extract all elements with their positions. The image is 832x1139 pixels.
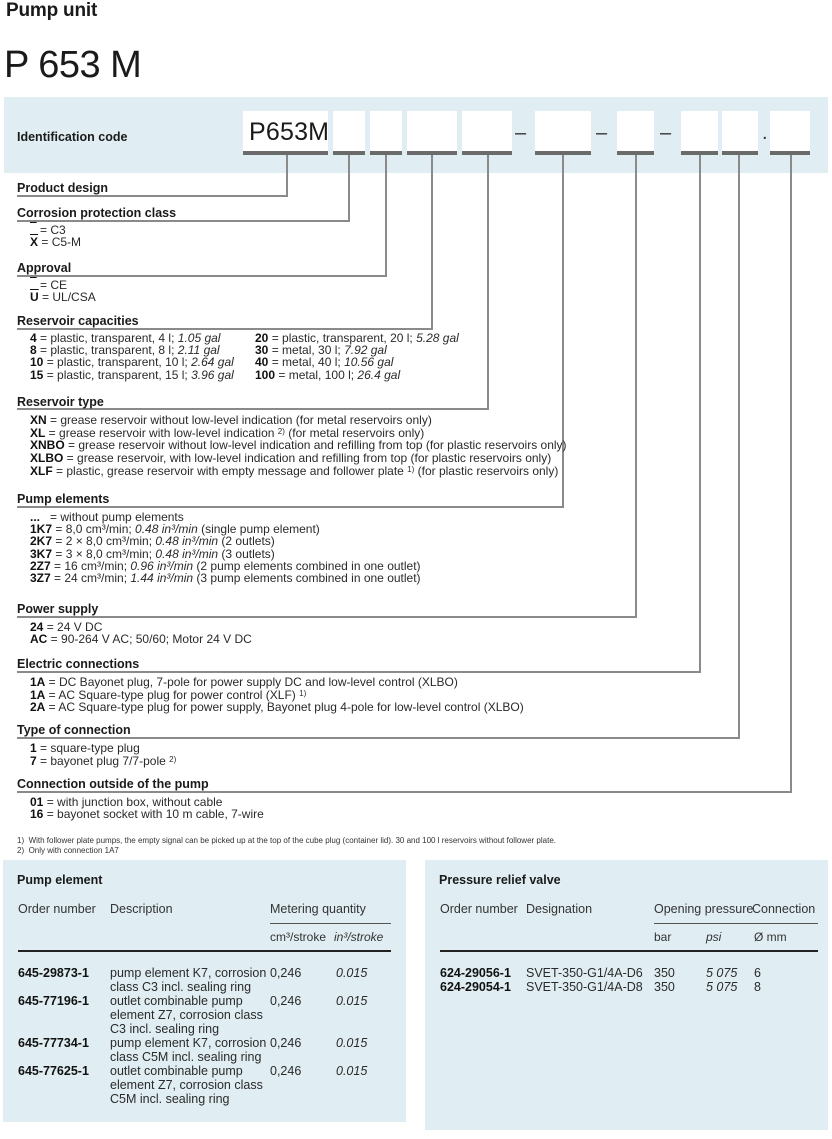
description: outlet combinable pump element Z7, corrosion class C5M incl. sealing ring (110, 1064, 263, 1106)
code-box-connection-outside (770, 111, 810, 151)
header-rule (18, 950, 391, 952)
column-header-connection: Connection (752, 902, 816, 916)
connection-type-options (30, 742, 176, 767)
description: pump element K7, corrosion class C5M incl. sealing ring (110, 1036, 267, 1064)
power-supply-options (30, 621, 252, 645)
panel-title: Pump element (17, 873, 103, 887)
section-title-electric-connections: Electric connections (17, 657, 140, 671)
order-number: 645-77196-1 (18, 994, 89, 1008)
option-row: 4 = plastic, transparent, 4 l; 1.05 gal (30, 331, 221, 345)
section-title-reservoir-type: Reservoir type (17, 395, 104, 409)
option-row: 24 = 24 V DC (30, 620, 103, 634)
connector-line (17, 220, 350, 222)
option-row: 1K7 = 8,0 cm³/min; 0.48 in³/min (single pump element) (30, 522, 320, 537)
section-title-reservoir-capacities: Reservoir capacities (17, 314, 139, 328)
page-title: P 653 M (4, 44, 142, 86)
column-header-description: Description (110, 902, 173, 916)
order-number: 645-77625-1 (18, 1064, 89, 1078)
order-number: 645-77734-1 (18, 1036, 89, 1050)
column-header-bar: bar (654, 930, 672, 944)
option-row: 15 = plastic, transparent, 15 l; 3.96 gal (30, 367, 234, 382)
option-row: 7 = bayonet plug 7/7-pole $^{2)}$ (30, 754, 177, 769)
pressure-relief-valve-panel (425, 860, 828, 1130)
connector-line (286, 155, 288, 197)
connector-line (790, 155, 792, 793)
connector-line (17, 671, 701, 673)
option-row: 30 = metal, 30 l; 7.92 gal (255, 343, 387, 358)
option-row: 01 = with junction box, without cable (30, 795, 223, 809)
capacity-options-left (30, 332, 234, 381)
code-box-connection-type (722, 111, 758, 151)
code-box-reservoir-type (462, 111, 512, 151)
connector-line (738, 155, 740, 739)
header-rule (440, 950, 818, 952)
mm-value: 6 (754, 966, 761, 980)
option-row: = CE (40, 278, 68, 292)
code-box-prefix (243, 111, 328, 151)
section-title-type-of-connection: Type of connection (17, 723, 131, 737)
option-row: XLBO = grease reservoir, with low-level indication and refilling from top (for plastic reservoirs only) (30, 450, 552, 465)
section-title-power-supply: Power supply (17, 602, 99, 616)
connector-line (17, 328, 433, 330)
psi-value: 5 075 (706, 980, 738, 994)
option-row: 1A = AC Square-type plug for power control (XLF) $^{1)}$ (30, 688, 307, 703)
section-title-pump-elements: Pump elements (17, 492, 110, 506)
corrosion-options (30, 224, 81, 248)
option-row: 100 = metal, 100 l; 26.4 gal (255, 367, 401, 382)
description: pump element K7, corrosion class C3 incl. sealing ring (110, 966, 267, 994)
metric-value: 0,246 (270, 994, 302, 1008)
metric-value: 0,246 (270, 1064, 302, 1078)
identification-label: Identification code (17, 130, 128, 144)
option-row: 3K7 = 3 × 8,0 cm³/min; 0.48 in³/min (3 outlets) (30, 546, 275, 561)
option-row: 10 = plastic, transparent, 10 l; 2.64 gal (30, 355, 234, 370)
header-rule (270, 923, 391, 924)
column-header-order-number: Order number (18, 902, 96, 916)
code-box-electric (681, 111, 718, 151)
option-row: 2A = AC Square-type plug for power supply, Bayonet plug 4-pole for low-level control (XLBO) (30, 700, 524, 715)
connection-outside-options (30, 796, 264, 820)
connector-line (699, 155, 701, 673)
option-row: $\overline{U} = UL/CSA$ (30, 290, 96, 305)
section-title-product-design: Product design (17, 181, 108, 195)
column-header-psi: psi (706, 930, 722, 944)
option-row: AC = 90-264 V AC; 50/60; Motor 24 V DC (30, 632, 252, 647)
option-row: XNBO = grease reservoir without low-level indication and refilling from top (for plastic reservoirs only) (30, 438, 567, 453)
order-number: 624-29056-1 (440, 966, 511, 980)
column-header-metering: Metering quantity (270, 902, 366, 916)
column-header-unit-metric: cm³/stroke (270, 930, 327, 944)
column-header-unit-imperial: in³/stroke (334, 930, 384, 944)
pump-element-panel (3, 860, 406, 1122)
option-row: XL = grease reservoir with low-level indication $^{2)}$ (for metal reservoirs only) (30, 426, 425, 441)
code-separator: . (762, 122, 768, 144)
reservoir-type-options (30, 414, 567, 477)
option-row: 2Z7 = 16 cm³/min; 0.96 in³/min (2 pump elements combined in one outlet) (30, 558, 421, 573)
column-header-order-number: Order number (440, 902, 518, 916)
option-row: 40 = metal, 40 l; 10.56 gal (255, 355, 394, 370)
option-row: 8 = plastic, transparent, 8 l; 2.11 gal (30, 343, 220, 358)
option-row: XN = grease reservoir without low-level indication (for metal reservoirs only) (30, 413, 432, 427)
section-title-connection-outside: Connection outside of the pump (17, 777, 209, 791)
order-number: 624-29054-1 (440, 980, 511, 994)
option-row: 1A = DC Bayonet plug, 7-pole for power supply DC and low-level control (XLBO) (30, 675, 458, 689)
header-rule (654, 923, 818, 924)
code-box-power-supply (617, 111, 654, 151)
bar-value: 350 (654, 980, 675, 994)
capacity-options-right (255, 332, 459, 381)
connector-line (17, 275, 387, 277)
pump-element-options (30, 511, 421, 584)
column-header-mm: Ø mm (754, 930, 787, 944)
psi-value: 5 075 (706, 966, 738, 980)
column-header-opening-pressure: Opening pressure (654, 902, 754, 916)
metric-value: 0,246 (270, 966, 302, 980)
code-box-capacity (407, 111, 457, 151)
connector-line (431, 155, 433, 330)
mm-value: 8 (754, 980, 761, 994)
option-row: 2K7 = 2 × 8,0 cm³/min; 0.48 in³/min (2 outlets) (30, 534, 275, 549)
option-row: 20 = plastic, transparent, 20 l; 5.28 gal (255, 331, 459, 345)
connector-line (17, 737, 740, 739)
connector-line (635, 155, 637, 618)
description: outlet combinable pump element Z7, corrosion class C3 incl. sealing ring (110, 994, 263, 1036)
footnote: 1) With follower plate pumps, the empty signal can be picked up at the top of the cube plug (container lid). 30 and 100 l reservoirs without follower plate. (17, 836, 556, 845)
code-separator: – (596, 122, 608, 144)
imperial-value: 0.015 (336, 1064, 368, 1078)
option-row: 3Z7 = 24 cm³/min; 1.44 in³/min (3 pump elements combined in one outlet) (30, 571, 421, 586)
imperial-value: 0.015 (336, 966, 368, 980)
electric-connection-options (30, 676, 524, 714)
option-row: $\overline{X} = C5-M$ (30, 235, 82, 250)
code-separator: – (660, 122, 672, 144)
code-box-pump-elements (535, 111, 591, 151)
connector-line (487, 155, 489, 410)
section-title-approval: Approval (17, 261, 72, 275)
option-row: ... = without pump elements (30, 510, 184, 524)
imperial-value: 0.015 (336, 1036, 368, 1050)
footnotes (17, 836, 556, 856)
bar-value: 350 (654, 966, 675, 980)
connector-line (17, 506, 564, 508)
designation: SVET-350-G1/4A-D8 (526, 980, 643, 994)
option-row: = C3 (40, 223, 66, 237)
option-row: 1 = square-type plug (30, 741, 140, 755)
connector-line (17, 195, 288, 197)
option-row: 16 = bayonet socket with 10 m cable, 7-wire (30, 807, 264, 822)
column-header-designation: Designation (526, 902, 593, 916)
connector-line (348, 155, 350, 222)
code-box-corrosion (333, 111, 365, 151)
metric-value: 0,246 (270, 1036, 302, 1050)
connector-line (17, 616, 637, 618)
order-number: 645-29873-1 (18, 966, 89, 980)
footnote: 2) Only with connection 1A7 (17, 846, 119, 855)
connector-line (385, 155, 387, 277)
imperial-value: 0.015 (336, 994, 368, 1008)
panel-title: Pressure relief valve (439, 873, 561, 887)
option-row: XLF = plastic, grease reservoir with empty message and follower plate $^{1)}$ (for plastic reservoirs only) (30, 463, 559, 478)
section-title-corrosion: Corrosion protection class (17, 206, 177, 220)
designation: SVET-350-G1/4A-D6 (526, 966, 643, 980)
page-kicker: Pump unit (6, 0, 98, 21)
code-separator: – (515, 122, 527, 144)
approval-options (30, 279, 96, 303)
code-prefix: P653M (249, 118, 330, 146)
connector-line (17, 791, 792, 793)
code-box-approval (370, 111, 402, 151)
